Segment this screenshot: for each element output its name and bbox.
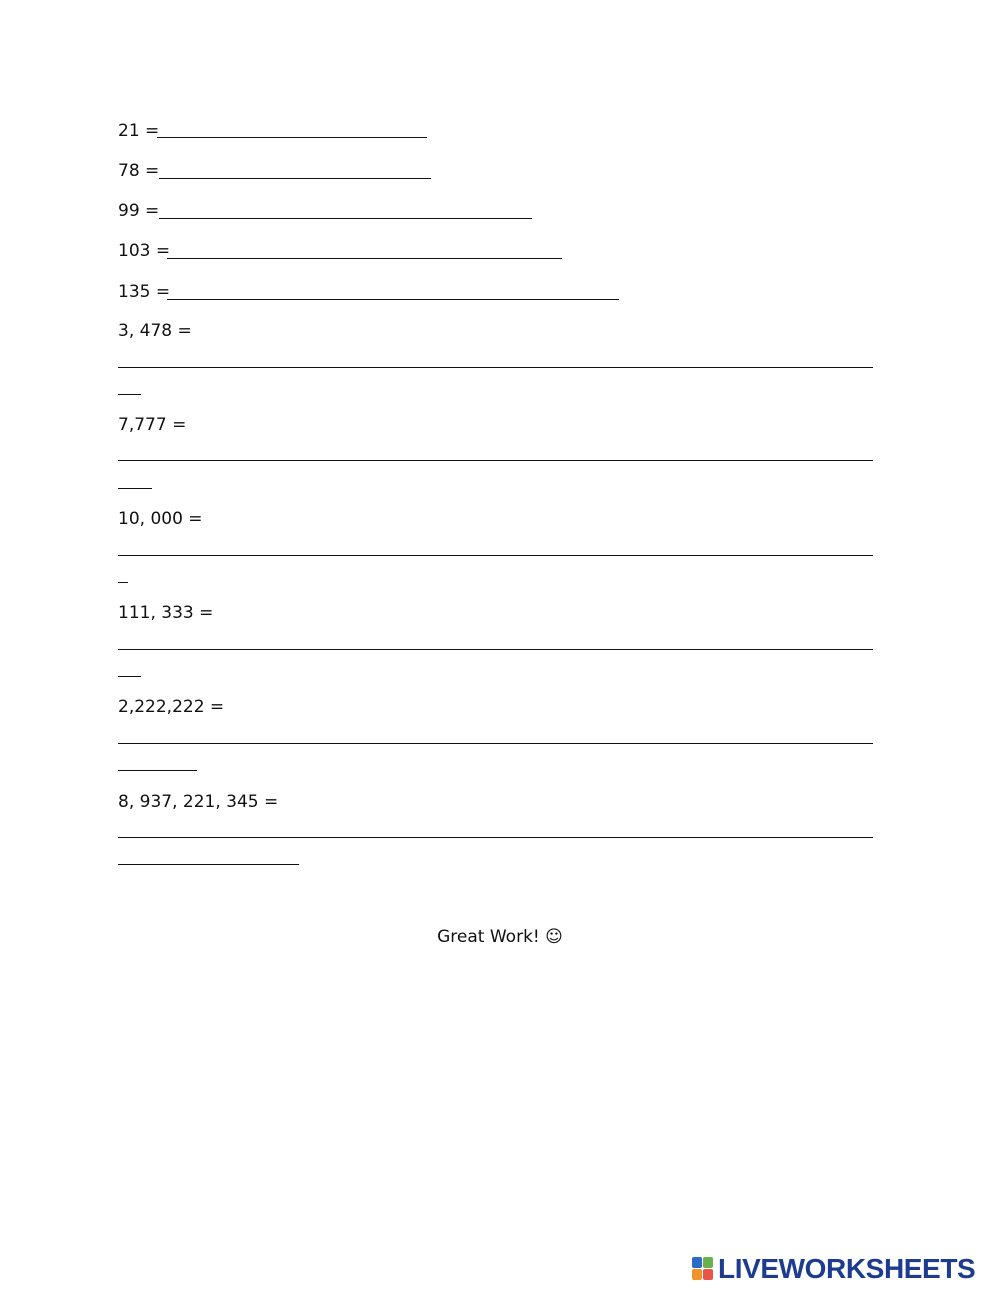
liveworksheets-logo-icon — [692, 1257, 714, 1281]
item-label: 78 = — [118, 161, 160, 181]
answer-line[interactable] — [118, 649, 873, 650]
item-label: 8, 937, 221, 345 = — [118, 792, 279, 812]
answer-line-continuation — [118, 488, 152, 489]
answer-line[interactable] — [118, 367, 873, 368]
answer-line[interactable] — [118, 837, 873, 838]
answer-line[interactable] — [118, 460, 873, 461]
answer-line[interactable] — [159, 218, 532, 219]
item-label: 2,222,222 = — [118, 697, 225, 717]
answer-line-continuation — [118, 394, 141, 395]
item-label: 21 = — [118, 121, 160, 141]
answer-line-continuation — [118, 770, 197, 771]
answer-line[interactable] — [167, 299, 619, 300]
footer-message: Great Work! ☺ — [437, 927, 563, 947]
item-label: 99 = — [118, 201, 160, 221]
item-label: 3, 478 = — [118, 321, 192, 341]
brand-name: LIVEWORKSHEETS — [718, 1253, 976, 1284]
answer-line-continuation — [118, 864, 299, 865]
liveworksheets-brand[interactable] — [692, 1254, 992, 1284]
item-label: 10, 000 = — [118, 509, 203, 529]
item-label: 135 = — [118, 282, 171, 302]
answer-line[interactable] — [167, 258, 562, 259]
answer-line[interactable] — [118, 555, 873, 556]
answer-line[interactable] — [118, 743, 873, 744]
item-label: 103 = — [118, 241, 171, 261]
answer-line-continuation — [118, 676, 141, 677]
answer-line[interactable] — [157, 137, 427, 138]
item-label: 111, 333 = — [118, 603, 214, 623]
answer-line-continuation — [118, 582, 128, 583]
answer-line[interactable] — [159, 178, 431, 179]
item-label: 7,777 = — [118, 415, 187, 435]
